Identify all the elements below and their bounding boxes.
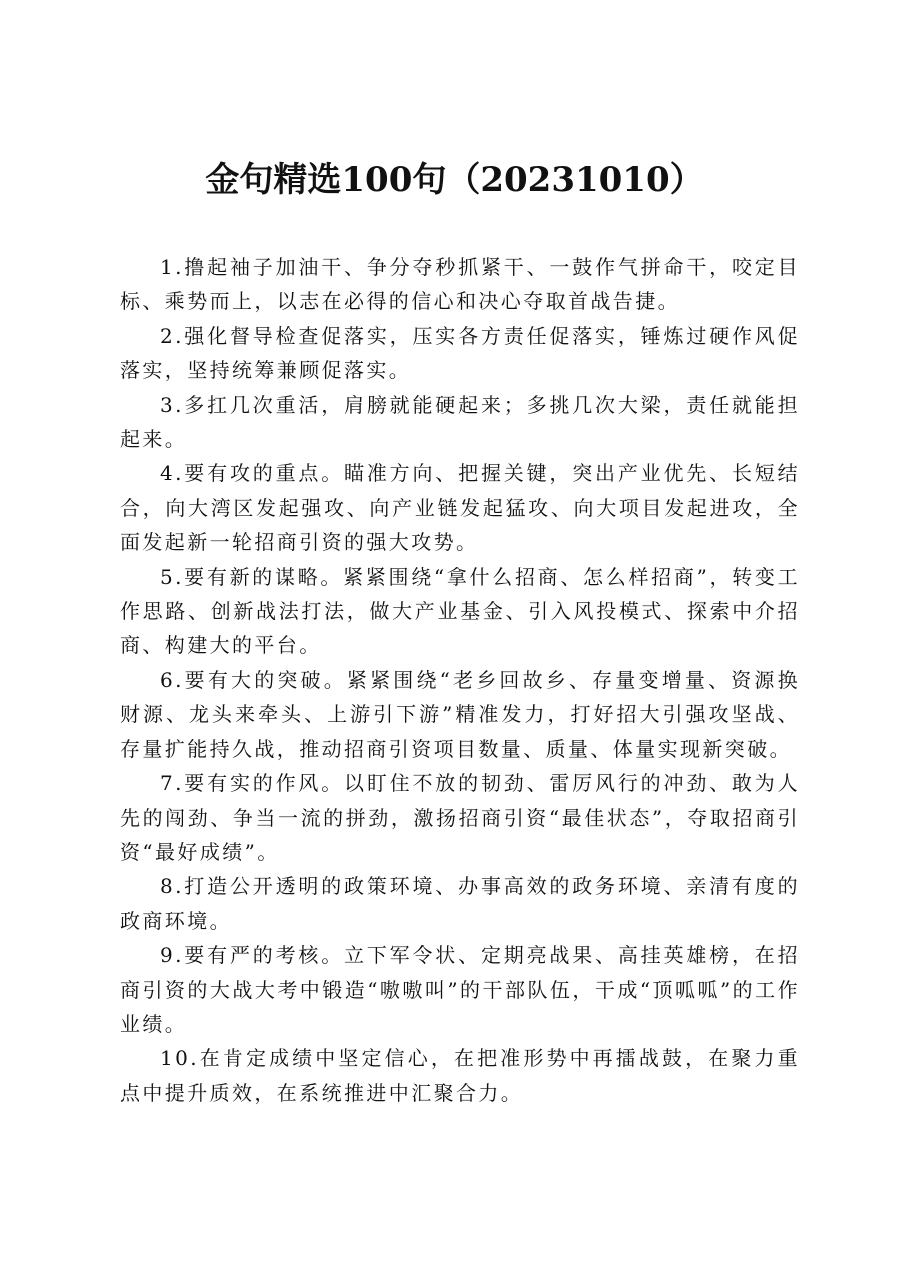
document-title: 金句精选100句（20231010） <box>205 160 704 200</box>
paragraph-1: 1.撸起袖子加油干、争分夺秒抓紧干、一鼓作气拼命干，咬定目标、乘势而上，以志在必得的信心和决心夺取首战告捷。 <box>120 255 800 314</box>
paragraph-5: 5.要有新的谋略。紧紧围绕“拿什么招商、怎么样招商”，转变工作思路、创新战法打法，做大产业基金、引入风投模式、探索中介招商、构建大的平台。 <box>120 564 800 658</box>
document-body <box>120 250 800 1110</box>
paragraph-2: 2.强化督导检查促落实，压实各方责任促落实，锤炼过硬作风促落实，坚持统筹兼顾促落实。 <box>120 323 800 383</box>
paragraph-4: 4.要有攻的重点。瞄准方向、把握关键，突出产业优先、长短结合，向大湾区发起强攻、向产业链发起猛攻、向大项目发起进攻，全面发起新一轮招商引资的强大攻势。 <box>120 461 800 555</box>
paragraph-6: 6.要有大的突破。紧紧围绕“老乡回故乡、存量变增量、资源换财源、龙头来牵头、上游引下游”精准发力，打好招大引强攻坚战、存量扩能持久战，推动招商引资项目数量、质量、体量实现新突破。 <box>120 667 800 761</box>
paragraph-9: 9.要有严的考核。立下军令状、定期亮战果、高挂英雄榜，在招商引资的大战大考中锻造“嗷嗷叫”的干部队伍，干成“顶呱呱”的工作业绩。 <box>120 943 800 1036</box>
paragraph-10: 10.在肯定成绩中坚定信心，在把准形势中再擂战鼓，在聚力重点中提升质效，在系统推进中汇聚合力。 <box>120 1046 800 1105</box>
paragraph-8: 8.打造公开透明的政策环境、办事高效的政务环境、亲清有度的政商环境。 <box>120 874 800 933</box>
paragraph-7: 7.要有实的作风。以盯住不放的韧劲、雷厉风行的冲劲、敢为人先的闯劲、争当一流的拼劲，激扬招商引资“最佳状态”，夺取招商引资“最好成绩”。 <box>120 771 800 864</box>
paragraph-3: 3.多扛几次重活，肩膀就能硬起来；多挑几次大梁，责任就能担起来。 <box>120 392 800 452</box>
